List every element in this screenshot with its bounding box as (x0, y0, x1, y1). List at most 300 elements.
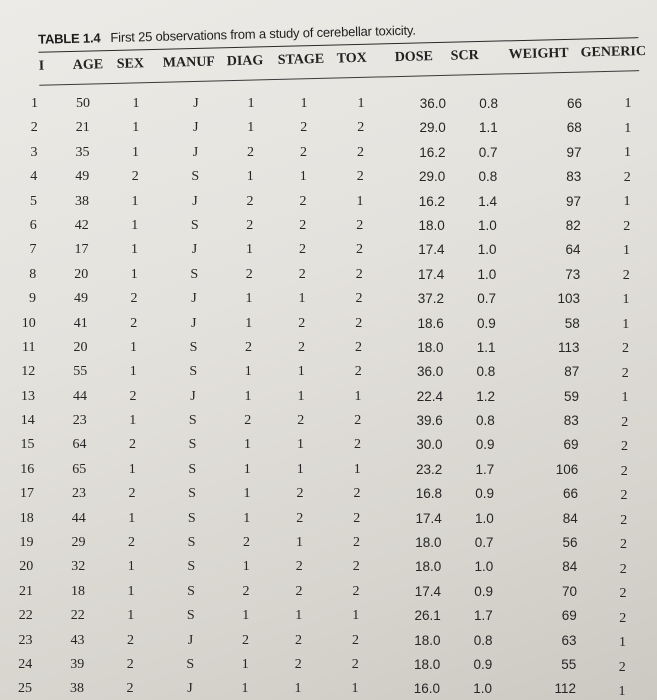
header-stage: STAGE (277, 51, 325, 68)
cell-manuf: S (189, 339, 198, 355)
cell-age: 20 (74, 266, 89, 282)
cell-sex: 1 (131, 242, 138, 258)
cell-weight: 66 (566, 96, 582, 111)
cell-generic: 1 (621, 390, 629, 406)
cell-stage: 2 (300, 144, 307, 160)
cell-generic: 2 (619, 561, 627, 577)
cell-scr: 1.7 (473, 608, 493, 624)
cell-i: 13 (21, 388, 35, 404)
cell-stage: 2 (297, 413, 305, 429)
cell-dose: 18.0 (414, 632, 441, 648)
cell-i: 12 (21, 364, 36, 380)
header-generic: GENERIC (580, 43, 647, 61)
cell-scr: 0.9 (475, 437, 495, 453)
cell-dose: 39.6 (416, 413, 443, 429)
cell-generic: 1 (622, 292, 630, 308)
cell-diag: 1 (242, 559, 250, 575)
cell-dose: 18.0 (413, 656, 441, 672)
cell-i: 9 (29, 291, 36, 307)
cell-tox: 2 (354, 364, 362, 380)
cell-diag: 1 (246, 169, 254, 185)
cell-sex: 1 (128, 461, 136, 477)
cell-diag: 2 (245, 266, 253, 282)
cell-scr: 0.7 (474, 535, 494, 551)
cell-age: 50 (76, 96, 90, 111)
cell-sex: 2 (130, 315, 138, 331)
cell-age: 39 (70, 656, 85, 672)
cell-scr: 1.4 (478, 193, 497, 209)
cell-weight: 87 (564, 364, 580, 380)
cell-manuf: S (186, 608, 195, 624)
cell-manuf: J (192, 193, 198, 209)
cell-dose: 18.6 (417, 315, 444, 331)
cell-dose: 16.2 (419, 144, 446, 160)
cell-age: 22 (70, 608, 85, 624)
cell-age: 55 (73, 364, 88, 380)
cell-tox: 2 (356, 242, 363, 258)
cell-age: 42 (74, 217, 89, 233)
cell-i: 24 (18, 656, 33, 672)
cell-i: 6 (29, 217, 37, 233)
cell-manuf: S (188, 486, 196, 502)
cell-dose: 30.0 (416, 437, 443, 453)
cell-diag: 2 (247, 144, 254, 160)
cell-scr: 1.0 (477, 266, 497, 282)
cell-generic: 1 (624, 120, 632, 136)
cell-manuf: S (187, 510, 196, 526)
cell-weight: 113 (557, 339, 580, 355)
cell-stage: 1 (297, 437, 304, 453)
cell-diag: 1 (244, 388, 252, 404)
cell-tox: 2 (355, 291, 363, 307)
cell-weight: 97 (565, 193, 581, 209)
cell-sex: 1 (130, 266, 138, 282)
cell-weight: 66 (562, 486, 578, 502)
cell-diag: 1 (244, 437, 251, 453)
cell-stage: 2 (298, 266, 306, 282)
cell-sex: 1 (128, 510, 136, 526)
table-row (20, 437, 653, 461)
cell-stage: 2 (300, 120, 308, 136)
cell-i: 22 (18, 608, 33, 624)
cell-diag: 2 (245, 339, 252, 355)
cell-weight: 70 (561, 583, 577, 599)
cell-scr: 0.8 (478, 169, 498, 185)
cell-dose: 17.4 (418, 242, 445, 258)
cell-generic: 1 (619, 635, 626, 651)
cell-stage: 1 (296, 535, 303, 551)
cell-generic: 2 (618, 659, 626, 675)
cell-age: 44 (73, 388, 87, 404)
cell-age: 65 (72, 461, 87, 477)
table-row (23, 389, 653, 413)
cell-manuf: J (192, 144, 199, 160)
cell-weight: 55 (561, 656, 577, 672)
cell-i: 4 (30, 169, 38, 185)
cell-scr: 1.0 (474, 510, 494, 526)
header-i: I (38, 58, 45, 74)
table-row (22, 486, 652, 510)
cell-age: 41 (73, 315, 88, 331)
cell-generic: 1 (624, 145, 631, 161)
header-manuf: MANUF (162, 54, 216, 71)
cell-i: 23 (18, 632, 33, 648)
cell-tox: 1 (353, 461, 361, 477)
table-row (25, 218, 655, 242)
cell-scr: 0.9 (473, 656, 493, 672)
cell-tox: 1 (357, 96, 365, 111)
cell-sex: 1 (132, 144, 139, 160)
cell-tox: 2 (355, 266, 363, 282)
cell-generic: 2 (620, 512, 628, 528)
cell-stage: 2 (299, 242, 306, 258)
table-row (26, 145, 656, 169)
cell-i: 11 (22, 339, 36, 355)
cell-i: 10 (21, 315, 36, 331)
table-row (18, 632, 651, 657)
table-label: TABLE 1.4 (37, 30, 101, 47)
cell-dose: 18.0 (417, 339, 444, 355)
table-row (23, 364, 653, 388)
table-row (22, 462, 652, 486)
cell-weight: 112 (554, 681, 576, 697)
cell-weight: 69 (563, 437, 579, 453)
cell-sex: 2 (128, 535, 135, 551)
cell-age: 38 (70, 681, 84, 697)
table-row (21, 315, 654, 340)
cell-manuf: S (188, 413, 197, 429)
cell-generic: 2 (620, 537, 627, 553)
cell-weight: 103 (557, 291, 580, 307)
cell-scr: 0.8 (475, 413, 495, 429)
cell-i: 25 (18, 681, 32, 697)
cell-diag: 1 (242, 608, 250, 624)
table-row (24, 340, 654, 364)
cell-i: 21 (19, 583, 33, 599)
cell-manuf: S (188, 461, 197, 477)
cell-generic: 1 (623, 194, 631, 210)
cell-stage: 1 (298, 291, 306, 307)
cell-scr: 1.1 (476, 339, 496, 355)
cell-tox: 2 (351, 656, 359, 672)
cell-weight: 84 (562, 510, 578, 526)
cell-stage: 2 (299, 217, 307, 233)
cell-age: 43 (70, 632, 85, 648)
cell-sex: 1 (132, 96, 140, 111)
cell-i: 5 (30, 193, 37, 209)
table-row (25, 242, 655, 266)
table-row (24, 291, 654, 315)
cell-sex: 1 (132, 120, 140, 136)
cell-manuf: S (187, 559, 196, 575)
cell-tox: 1 (354, 388, 362, 404)
cell-tox: 2 (357, 120, 365, 136)
cell-generic: 1 (622, 316, 630, 332)
cell-diag: 2 (242, 632, 249, 648)
cell-i: 16 (20, 461, 35, 477)
cell-tox: 2 (352, 583, 360, 599)
cell-age: 32 (71, 559, 86, 575)
cell-tox: 1 (356, 193, 364, 209)
cell-dose: 37.2 (417, 291, 444, 307)
table-row (26, 120, 656, 144)
cell-manuf: J (191, 291, 197, 307)
table-row (24, 267, 654, 291)
cell-stage: 1 (297, 364, 305, 380)
cell-i: 14 (20, 413, 35, 429)
cell-scr: 0.9 (475, 486, 494, 502)
cell-stage: 2 (295, 583, 303, 599)
cell-manuf: S (188, 437, 197, 453)
cell-tox: 2 (353, 486, 361, 502)
cell-diag: 1 (241, 681, 249, 697)
table-row (18, 608, 651, 632)
cell-tox: 2 (357, 144, 364, 160)
cell-tox: 2 (356, 169, 364, 185)
cell-dose: 16.8 (415, 486, 442, 502)
cell-i: 19 (19, 535, 34, 551)
header-scr: SCR (450, 48, 479, 64)
cell-manuf: S (190, 266, 199, 282)
cell-scr: 1.0 (477, 242, 497, 258)
cell-generic: 2 (622, 341, 629, 357)
cell-scr: 0.7 (478, 144, 498, 160)
cell-tox: 2 (354, 437, 361, 453)
cell-stage: 2 (296, 486, 304, 502)
cell-manuf: S (189, 364, 198, 380)
header-weight: WEIGHT (508, 45, 569, 63)
cell-dose: 17.4 (417, 266, 445, 282)
cell-age: 17 (74, 242, 89, 258)
cell-dose: 29.0 (418, 169, 446, 185)
cell-weight: 64 (565, 242, 581, 258)
cell-diag: 1 (247, 120, 255, 136)
cell-generic: 2 (621, 365, 629, 381)
cell-generic: 1 (618, 684, 626, 700)
cell-tox: 2 (355, 339, 362, 355)
cell-scr: 0.8 (479, 96, 498, 111)
cell-dose: 17.4 (414, 583, 441, 599)
cell-manuf: J (190, 388, 196, 404)
cell-age: 18 (71, 583, 85, 599)
cell-weight: 97 (566, 144, 582, 160)
cell-stage: 1 (294, 681, 302, 697)
cell-sex: 1 (129, 413, 137, 429)
cell-manuf: S (186, 656, 195, 672)
cell-manuf: J (187, 632, 194, 648)
cell-age: 21 (75, 120, 90, 136)
cell-generic: 2 (623, 218, 631, 234)
cell-sex: 2 (126, 681, 134, 697)
cell-stage: 1 (297, 388, 305, 404)
cell-scr: 1.0 (473, 681, 492, 697)
cell-generic: 2 (621, 439, 628, 455)
cell-age: 23 (72, 413, 87, 429)
cell-tox: 2 (353, 535, 360, 551)
cell-sex: 2 (129, 437, 136, 453)
table-row (21, 584, 651, 608)
cell-generic: 2 (619, 586, 627, 602)
cell-scr: 1.7 (475, 461, 495, 477)
cell-sex: 1 (131, 193, 139, 209)
cell-diag: 2 (246, 217, 254, 233)
cell-i: 17 (20, 486, 34, 502)
cell-manuf: S (190, 217, 199, 233)
cell-i: 8 (29, 266, 37, 282)
cell-i: 15 (20, 437, 35, 453)
cell-diag: 1 (244, 364, 252, 380)
cell-generic: 2 (623, 169, 631, 185)
cell-dose: 16.2 (418, 193, 445, 209)
cell-i: 1 (31, 96, 38, 111)
cell-generic: 2 (622, 267, 630, 283)
cell-stage: 2 (295, 559, 303, 575)
cell-stage: 2 (299, 193, 307, 209)
cell-weight: 84 (562, 559, 578, 575)
table-row (25, 169, 655, 193)
table-row (19, 535, 652, 559)
cell-stage: 2 (296, 510, 304, 526)
cell-sex: 2 (126, 656, 134, 672)
cell-diag: 1 (243, 461, 251, 477)
cell-age: 29 (71, 535, 86, 551)
cell-sex: 1 (131, 217, 139, 233)
cell-scr: 1.1 (478, 120, 498, 136)
cell-scr: 0.9 (474, 583, 493, 599)
cell-diag: 1 (245, 291, 253, 307)
cell-age: 35 (75, 144, 90, 160)
cell-age: 49 (75, 169, 90, 185)
cell-weight: 83 (563, 413, 579, 429)
cell-manuf: J (191, 315, 197, 331)
cell-manuf: J (193, 120, 199, 136)
cell-stage: 1 (299, 169, 307, 185)
cell-tox: 2 (352, 559, 360, 575)
cell-stage: 2 (295, 632, 302, 648)
cell-weight: 106 (555, 461, 579, 477)
header-dose: DOSE (394, 49, 434, 66)
cell-diag: 1 (246, 242, 253, 258)
cell-tox: 2 (354, 413, 362, 429)
cell-age: 23 (72, 486, 86, 502)
cell-tox: 1 (352, 608, 360, 624)
cell-scr: 0.9 (476, 315, 496, 331)
cell-age: 44 (71, 510, 86, 526)
cell-generic: 2 (619, 610, 627, 626)
cell-diag: 1 (243, 486, 251, 502)
cell-i: 3 (30, 144, 38, 160)
cell-sex: 2 (129, 388, 137, 404)
table-body (18, 96, 656, 700)
cell-scr: 0.8 (476, 364, 496, 380)
cell-sex: 1 (129, 364, 137, 380)
cell-diag: 2 (244, 413, 252, 429)
cell-weight: 59 (563, 388, 579, 404)
cell-sex: 1 (130, 339, 137, 355)
cell-scr: 1.0 (474, 559, 494, 575)
table-row (20, 657, 650, 681)
cell-scr: 0.8 (473, 632, 493, 648)
cell-sex: 2 (128, 486, 136, 502)
cell-age: 64 (72, 437, 87, 453)
cell-diag: 2 (246, 193, 254, 209)
cell-generic: 2 (621, 414, 629, 430)
cell-weight: 69 (561, 608, 577, 624)
cell-i: 20 (19, 559, 34, 575)
cell-manuf: J (191, 242, 198, 258)
table-row (20, 681, 650, 700)
cell-generic: 1 (624, 96, 632, 111)
cell-scr: 1.2 (476, 388, 495, 404)
cell-sex: 2 (131, 169, 139, 185)
cell-sex: 2 (127, 632, 134, 648)
cell-weight: 56 (562, 535, 578, 551)
cell-stage: 1 (300, 96, 308, 111)
cell-sex: 1 (127, 608, 135, 624)
cell-manuf: S (187, 535, 196, 551)
cell-stage: 1 (295, 608, 303, 624)
header-tox: TOX (336, 50, 368, 67)
cell-dose: 26.1 (414, 608, 441, 624)
cell-scr: 1.0 (477, 217, 497, 233)
cell-stage: 2 (298, 339, 305, 355)
cell-tox: 2 (352, 632, 359, 648)
table-caption-text: First 25 observations from a study of cerebellar toxicity. (110, 22, 416, 46)
cell-tox: 2 (355, 315, 363, 331)
cell-sex: 1 (127, 583, 135, 599)
cell-stage: 1 (296, 461, 304, 477)
cell-age: 49 (74, 291, 88, 307)
cell-dose: 36.0 (419, 96, 446, 111)
cell-age: 38 (75, 193, 89, 209)
cell-stage: 2 (298, 315, 306, 331)
cell-generic: 1 (623, 243, 630, 259)
cell-age: 20 (73, 339, 88, 355)
header-age: AGE (72, 57, 104, 73)
cell-weight: 83 (566, 169, 582, 185)
cell-diag: 1 (247, 96, 255, 111)
cell-i: 2 (30, 120, 38, 136)
cell-generic: 2 (620, 488, 628, 504)
cell-diag: 1 (241, 656, 249, 672)
cell-weight: 73 (565, 266, 581, 282)
cell-diag: 1 (245, 315, 253, 331)
cell-weight: 82 (565, 217, 581, 233)
table-row (26, 96, 656, 120)
cell-dose: 17.4 (415, 510, 442, 526)
cell-tox: 2 (356, 217, 364, 233)
header-diag: DIAG (226, 53, 264, 70)
cell-i: 18 (19, 510, 34, 526)
table-header-block (30, 16, 657, 86)
table-caption (38, 16, 657, 46)
cell-diag: 1 (243, 510, 251, 526)
cell-diag: 2 (243, 535, 250, 551)
table-row (21, 559, 651, 583)
cell-tox: 2 (353, 510, 361, 526)
cell-manuf: J (193, 96, 199, 111)
cell-manuf: S (191, 169, 200, 185)
header-sex: SEX (116, 56, 145, 72)
table-row (25, 194, 655, 218)
cell-dose: 16.0 (413, 681, 440, 697)
table-row (20, 413, 653, 437)
cell-dose: 22.4 (416, 388, 443, 404)
cell-weight: 58 (564, 315, 580, 331)
cell-dose: 18.0 (415, 535, 442, 551)
table-row (19, 510, 652, 535)
cell-weight: 68 (566, 120, 582, 136)
